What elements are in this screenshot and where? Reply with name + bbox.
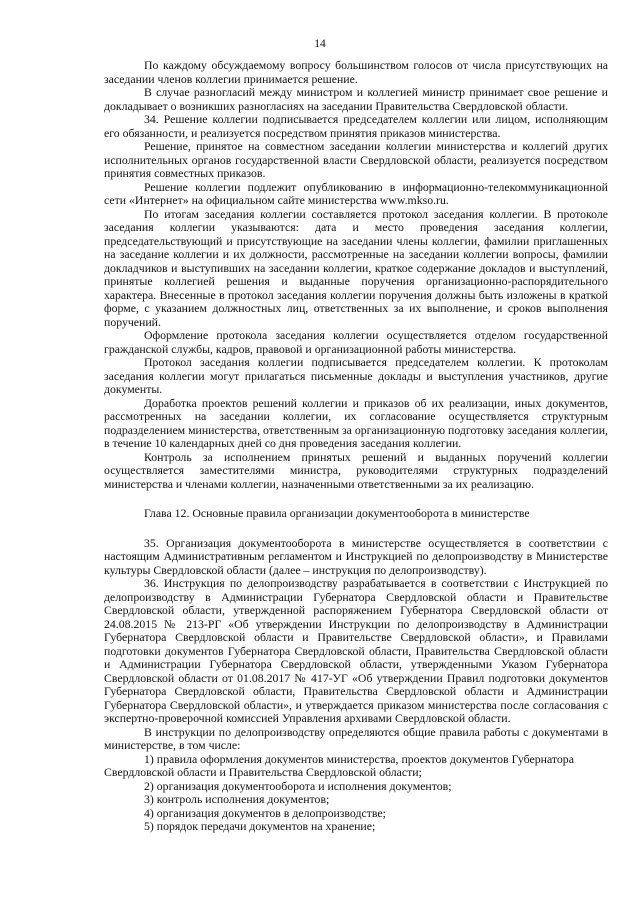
list-item: 3) контроль исполнения документов; bbox=[144, 792, 330, 806]
paragraph: В инструкции по делопроизводству определяются общие правила работы с документами в министерстве, в том числе: bbox=[104, 724, 608, 752]
chapter-title: Глава 12. Основные правила организации документооборота в министерстве bbox=[144, 506, 530, 520]
paragraph: По каждому обсуждаемому вопросу большинством голосов от числа присутствующих на заседании членов коллегии принимается решение. bbox=[104, 58, 608, 86]
list-item: 4) организация документов в делопроизводстве; bbox=[144, 805, 386, 820]
list-item: 2) организация документооборота и исполнения документов; bbox=[144, 778, 452, 793]
paragraph: 34. Решение коллегии подписывается председателем коллегии или лицом, исполняющим его обязанности, и реализуется посредством принятия приказов министерства. bbox=[104, 112, 608, 140]
paragraph: Оформление протокола заседания коллегии осуществляется отделом государственной гражданской службы, кадров, правовой и организационной работы министерства. bbox=[104, 328, 608, 356]
paragraph: 35. Организация документооборота в министерстве осуществляется в соответствии с настоящим Административным регламентом и Инструкцией по делопроизводству в Министерстве культуры Свердловской области (далее – инструкция по делопроизводству). bbox=[104, 535, 608, 577]
paragraph: Протокол заседания коллегии подписывается председателем коллегии. К протоколам заседания коллегии могут прилагаться письменные доклады и выступления участников, другие документы. bbox=[104, 355, 608, 396]
paragraph: По итогам заседания коллегии составляется протокол заседания коллегии. В протоколе заседания коллегии указываются: дата и место проведения заседания коллегии, председательствующий и присутствующие на заседании члены коллегии, фамилии приглашенных на заседание коллегии и их должности, рассмотренные на заседании коллегии вопросы, фамилии докладчиков и выступивших на заседании коллегии, краткое содержание докладов и выступлений, принятые коллегией решения и выданные поручения организационно-распорядительного характера. Внесенные в протокол заседания коллегии поручения должны быть изложены в краткой форме, с указанием должностных лиц, ответственных за их выполнение, и сроков выполнения поручений. bbox=[104, 206, 608, 329]
list-item: 5) порядок передачи документов на хранение; bbox=[144, 819, 376, 833]
paragraph: Решение коллегии подлежит опубликованию в информационно-телекоммуникационной сети «Интернет» на официальном сайте министерства www.mkso.ru. bbox=[104, 179, 608, 207]
paragraph: 36. Инструкция по делопроизводству разрабатывается в соответствии с Инструкцией по делопроизводству в Администрации Губернатора Свердловской области и Правительстве Свердловской области, утвержденной распоряжением Губернатора Свердловской области от 24.08.2015 № 213-РГ «Об утверждении Инструкции по делопроизводству в Администрации Губернатора Свердловской области и Правительстве Свердловской области», и Правилами подготовки документов Губернатора Свердловской области, Правительства Свердловской области и Администрации Губернатора Свердловской области, утвержденными Указом Губернатора Свердловской области от 01.08.2017 № 417-УГ «Об утверждении Правил подготовки документов Губернатора Свердловской области, Правительства Свердловской области и Администрации Губернатора Свердловской области», и утверждается приказом министерства после согласования с экспертно-проверочной комиссией Управления архивами Свердловской области. bbox=[104, 576, 608, 725]
paragraph: Доработка проектов решений коллегии и приказов об их реализации, иных документов, рассмотренных на заседании коллегии, их согласование осуществляется структурным подразделением министерства, ответственным за организационную подготовку заседания коллегии, в течение 10 календарных дней со дня проведения заседания коллегии. bbox=[104, 395, 608, 450]
paragraph: Контроль за исполнением принятых решений и выданных поручений коллегии осуществляется заместителями министра, руководителями структурных подразделений министерства и членами коллегии, назначенными ответственными за их реализацию. bbox=[104, 449, 608, 491]
paragraph: Решение, принятое на совместном заседании коллегии министерства и коллегий других исполнительных органов государственной власти Свердловской области, реализуется посредством принятия совместных приказов. bbox=[104, 139, 608, 180]
document-body bbox=[104, 59, 608, 834]
list-item: 1) правила оформления документов министерства, проектов документов Губернатора Свердловской области и Правительства Свердловской области; bbox=[104, 751, 574, 779]
page-number: 14 bbox=[314, 38, 326, 50]
paragraph: В случае разногласий между министром и коллегией министр принимает свое решение и докладывает о возникших разногласиях на заседании Правительства Свердловской области. bbox=[104, 85, 608, 113]
